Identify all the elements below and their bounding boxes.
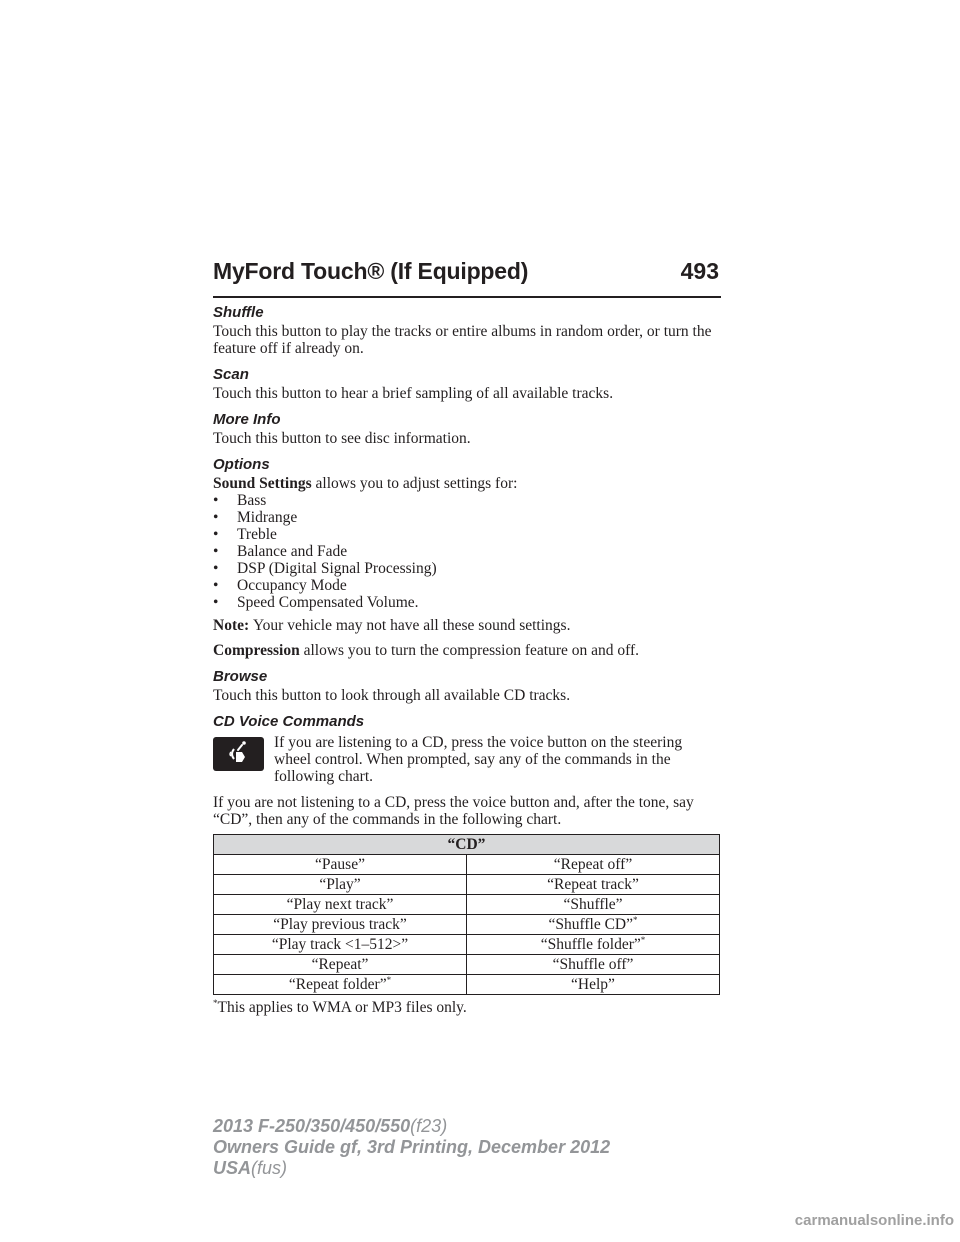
list-item: • Midrange xyxy=(213,509,298,526)
browse-text: Touch this button to look through all available CD tracks. xyxy=(213,687,571,704)
table-row: “Play next track” “Shuffle” xyxy=(214,895,720,915)
table-row: “Pause” “Repeat off” xyxy=(214,855,720,875)
footnote-star: * xyxy=(213,998,218,1008)
sound-settings-desc: allows you to adjust settings for: xyxy=(315,475,518,492)
browse-heading: Browse xyxy=(213,668,268,685)
footnote xyxy=(213,999,721,1016)
table-header: “CD” xyxy=(214,835,720,855)
more-info-text: Touch this button to see disc information. xyxy=(213,430,471,447)
cd-voice-heading: CD Voice Commands xyxy=(213,713,365,730)
page-content xyxy=(213,303,721,1016)
table-row: “Play track <1–512>” “Shuffle folder”* xyxy=(214,935,720,955)
compression-desc: allows you to turn the compression feature on and off. xyxy=(303,642,640,659)
footer-line-3: USA(fus) xyxy=(213,1158,288,1178)
note-label: Note: xyxy=(213,617,250,634)
sound-settings-list xyxy=(213,492,721,611)
voice-instruction xyxy=(213,734,721,788)
page-header xyxy=(213,256,721,298)
bullet: • xyxy=(213,492,219,509)
voice-icon-text: If you are listening to a CD, press the voice button on the steering wheel control. When prompted, say any of the commands in the following chart. xyxy=(274,734,683,785)
bullet: • xyxy=(213,594,219,611)
list-item: • Treble xyxy=(213,526,277,543)
bullet: • xyxy=(213,526,219,543)
footnote-marker: * xyxy=(633,915,638,925)
compression-text xyxy=(213,642,721,659)
table-row: “Repeat” “Shuffle off” xyxy=(214,955,720,975)
footnote-text: This applies to WMA or MP3 files only. xyxy=(217,999,467,1016)
table-row: “Play previous track” “Shuffle CD”* xyxy=(214,915,720,935)
footnote-marker: * xyxy=(640,935,646,945)
shuffle-heading: Shuffle xyxy=(213,304,264,321)
compression-label: Compression xyxy=(213,642,300,659)
table-row: “Repeat folder”* “Help” xyxy=(214,975,720,995)
page-footer xyxy=(213,1116,610,1179)
list-item: • Speed Compensated Volume. xyxy=(213,594,419,611)
scan-text: Touch this button to hear a brief sampling of all available tracks. xyxy=(213,385,614,402)
footnote-marker: * xyxy=(386,975,392,985)
shuffle-text: Touch this button to play the tracks or entire albums in random order, or turn the feature off if already on. xyxy=(213,323,712,357)
scan-heading: Scan xyxy=(213,366,249,383)
list-item: • Balance and Fade xyxy=(213,543,348,560)
footer-line-1: 2013 F-250/350/450/550(f23) xyxy=(213,1116,448,1136)
bullet: • xyxy=(213,543,219,560)
list-item: • Occupancy Mode xyxy=(213,577,347,594)
sound-settings-text xyxy=(213,475,721,492)
cd-commands-table xyxy=(213,834,720,995)
page-title: MyFord Touch® (If Equipped) xyxy=(213,258,529,284)
more-info-heading: More Info xyxy=(213,411,281,428)
voice-button-icon xyxy=(213,737,264,771)
page-number: 493 xyxy=(680,258,719,284)
bullet: • xyxy=(213,577,219,594)
list-item: • Bass xyxy=(213,492,267,509)
sound-settings-label: Sound Settings xyxy=(213,475,312,492)
footer-line-2: Owners Guide gf, 3rd Printing, December 2012 xyxy=(213,1137,611,1157)
table-row: “Play” “Repeat track” xyxy=(214,875,720,895)
note xyxy=(213,617,721,634)
options-heading: Options xyxy=(213,456,270,473)
bullet: • xyxy=(213,509,219,526)
voice-icon-graphic xyxy=(213,737,264,771)
watermark[interactable]: carmanualsonline.info xyxy=(794,1212,954,1229)
list-item: • DSP (Digital Signal Processing) xyxy=(213,560,437,577)
cd-voice-text: If you are not listening to a CD, press the voice button and, after the tone, say “CD”, then any of the commands in the following chart. xyxy=(213,794,694,828)
bullet: • xyxy=(213,560,219,577)
note-text: Your vehicle may not have all these sound settings. xyxy=(253,617,571,634)
